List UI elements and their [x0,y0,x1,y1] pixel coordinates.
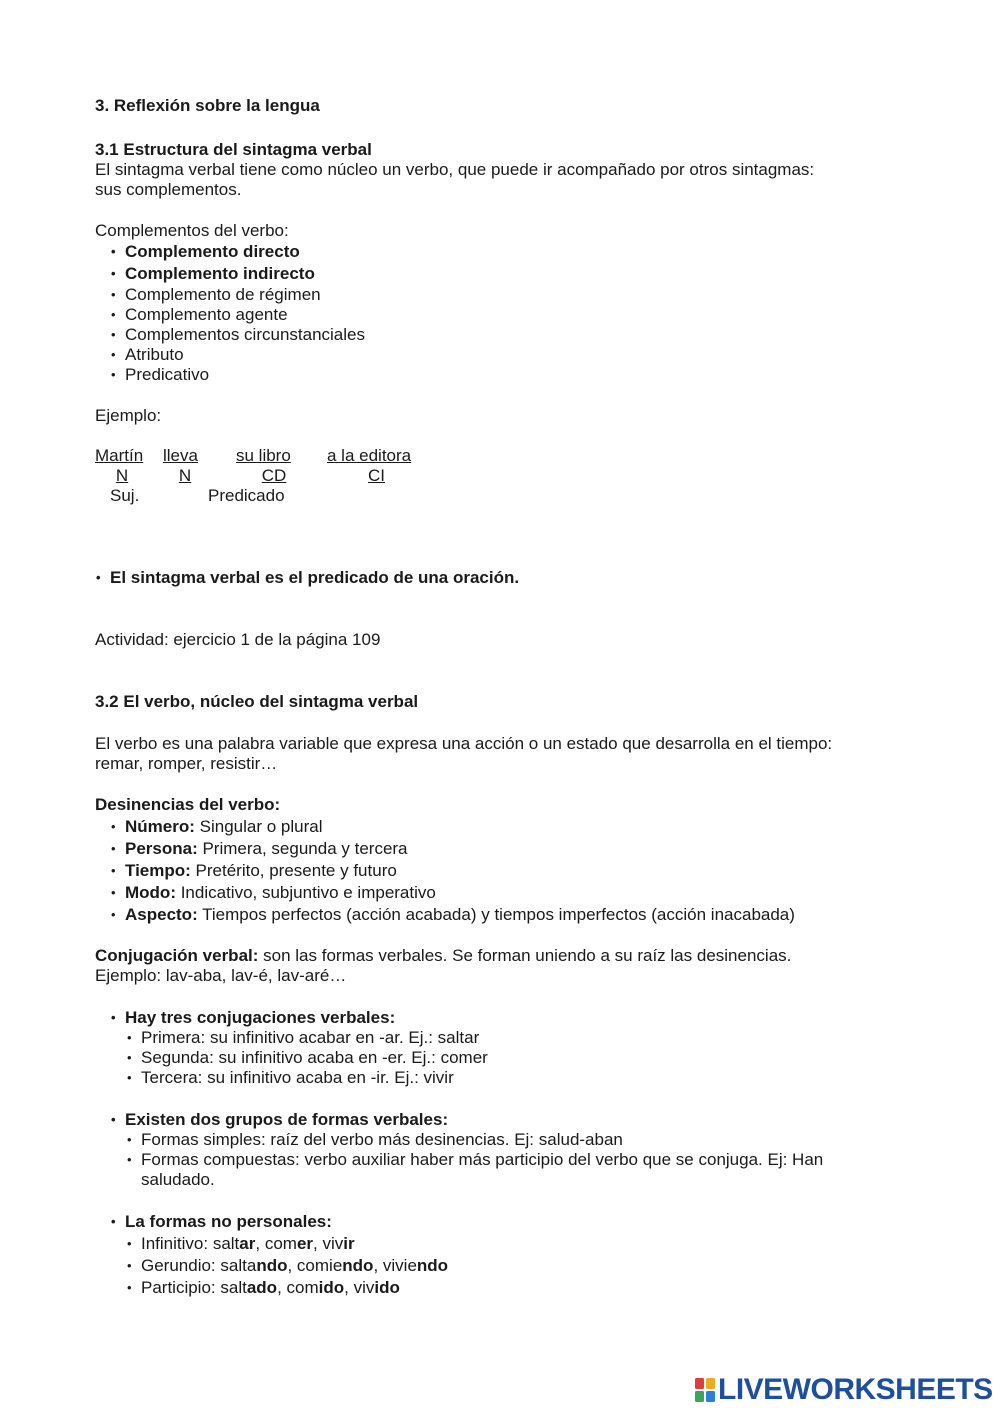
list-item [125,1150,823,1190]
example-title: Ejemplo: [95,406,162,425]
word-ending: ndo [342,1256,374,1275]
separator: , [373,1256,383,1275]
key-point-list [94,568,519,588]
intro-line-2: sus complementos. [95,180,242,199]
conjugation-term: Conjugación verbal: [95,946,259,965]
list-item: • La formas no personales: [109,1212,332,1232]
section-title: 3. Reflexión sobre la lengua [95,96,320,115]
function-ci: CI [368,466,385,485]
list-item: • Existen dos grupos de formas verbales: [109,1110,448,1130]
function-cd: CD [261,466,287,485]
list-item: • Formas simples: raíz del verbo más desinencias. Ej: salud-aban [125,1130,823,1150]
word-root: com [264,1234,297,1253]
word-root: viv [353,1278,375,1297]
list-item-gerund [125,1256,448,1278]
endings-title: Desinencias del verbo: [95,795,281,814]
list-item: • Complemento directo [109,242,365,264]
ending-term: Modo: [125,883,176,902]
function-n-subject: N [115,466,129,485]
function-n-verb: N [178,466,192,485]
word-root: com [286,1278,319,1297]
verb-groups [109,1110,448,1130]
three-conjugations-sublist [125,1028,488,1088]
word-ending: ar [239,1234,256,1253]
separator: , [255,1234,265,1253]
list-item: • Segunda: su infinitivo acaba en -er. Ej.: comer [125,1048,488,1068]
liveworksheets-logo [694,1375,993,1405]
list-item [109,883,795,905]
word-ending: ado [246,1278,278,1297]
list-item: • Tercera: su infinitivo acaba en -ir. Ej.: vivir [125,1068,488,1088]
ending-text: Singular o plural [194,817,323,836]
form-label: Gerundio: [141,1256,221,1275]
word-ending: ido [318,1278,345,1297]
example-word-lleva: lleva [163,446,198,465]
word-root: salt [212,1234,240,1253]
word-ending: ndo [256,1256,288,1275]
form-label: Infinitivo: [141,1234,213,1253]
nonpersonal-sublist [125,1234,448,1300]
logo-block [695,1391,704,1402]
logo-block [695,1378,704,1389]
conjugation-text: son las formas verbales. Se forman uniendo a su raíz las desinencias. [258,946,792,965]
example-word-a-la-editora: a la editora [327,446,412,465]
word-root: salta [220,1256,257,1275]
word-root: vivie [382,1256,417,1275]
word-ending: ndo [416,1256,449,1275]
intro-line-1: El sintagma verbal tiene como núcleo un verbo, que puede ir acompañado por otros sintagmas: [95,160,815,179]
key-point: • El sintagma verbal es el predicado de una oración. [94,568,519,588]
definition-line-2: remar, romper, resistir… [95,754,278,773]
logo-blocks-icon [694,1377,716,1403]
list-item [109,905,795,927]
word-root: comie [296,1256,343,1275]
word-ending: er [296,1234,314,1253]
definition-line-1: El verbo es una palabra variable que expresa una acción o un estado que desarrolla en el tiempo: [95,734,833,753]
list-item-infinitive [125,1234,448,1256]
subsection-title: 3.1 Estructura del sintagma verbal [95,140,372,159]
word-root: salt [220,1278,247,1297]
word-ending: ido [374,1278,400,1297]
list-item: • Complemento indirecto [109,264,365,285]
list-item: • Primera: su infinitivo acabar en -ar. Ej.: saltar [125,1028,488,1048]
example-word-su-libro: su libro [236,446,291,465]
ending-term: Tiempo: [125,861,191,880]
list-item: • Atributo [109,345,365,365]
logo-block [706,1378,715,1389]
list-item [109,817,795,839]
list-item [109,861,795,883]
list-item: • Predicativo [109,365,365,385]
endings-list [109,817,795,927]
list-item [109,839,795,861]
ending-text: Primera, segunda y tercera [197,839,408,858]
conjugation-line [95,946,791,966]
verb-groups-sublist [125,1130,823,1190]
nonpersonal-forms [109,1212,332,1232]
predicate-label: Predicado [208,486,285,505]
complements-title: Complementos del verbo: [95,221,289,240]
list-item: • Hay tres conjugaciones verbales: [109,1008,395,1028]
separator: , [313,1234,323,1253]
separator: , [287,1256,297,1275]
ending-term: Número: [125,817,195,836]
compound-line-2: saludado. [141,1170,215,1189]
example-word-martin: Martín [95,446,144,465]
list-item-participle [125,1278,448,1300]
ending-text: Tiempos perfectos (acción acabada) y tiempos imperfectos (acción inacabada) [197,905,795,924]
subject-label: Suj. [110,486,140,505]
three-conjugations [109,1008,395,1028]
word-root: viv [322,1234,344,1253]
subsection-title-3-2: 3.2 El verbo, núcleo del sintagma verbal [95,692,419,711]
separator: , [277,1278,287,1297]
list-item: • Complemento de régimen [109,285,365,305]
complements-list [109,242,365,385]
activity-text: Actividad: ejercicio 1 de la página 109 [95,630,381,649]
ending-term: Aspecto: [125,905,198,924]
ending-text: Indicativo, subjuntivo e imperativo [175,883,436,902]
conjugation-example: Ejemplo: lav-aba, lav-é, lav-aré… [95,966,347,985]
word-ending: ir [343,1234,355,1253]
logo-block [706,1391,715,1402]
compound-line-1: Formas compuestas: verbo auxiliar haber más participio del verbo que se conjuga. Ej: Han [141,1150,824,1169]
logo-text: LIVEWORKSHEETS [718,1373,993,1406]
ending-term: Persona: [125,839,198,858]
list-item: • Complementos circunstanciales [109,325,365,345]
form-label: Participio: [141,1278,221,1297]
list-item: • Complemento agente [109,305,365,325]
separator: , [344,1278,354,1297]
ending-text: Pretérito, presente y futuro [190,861,397,880]
